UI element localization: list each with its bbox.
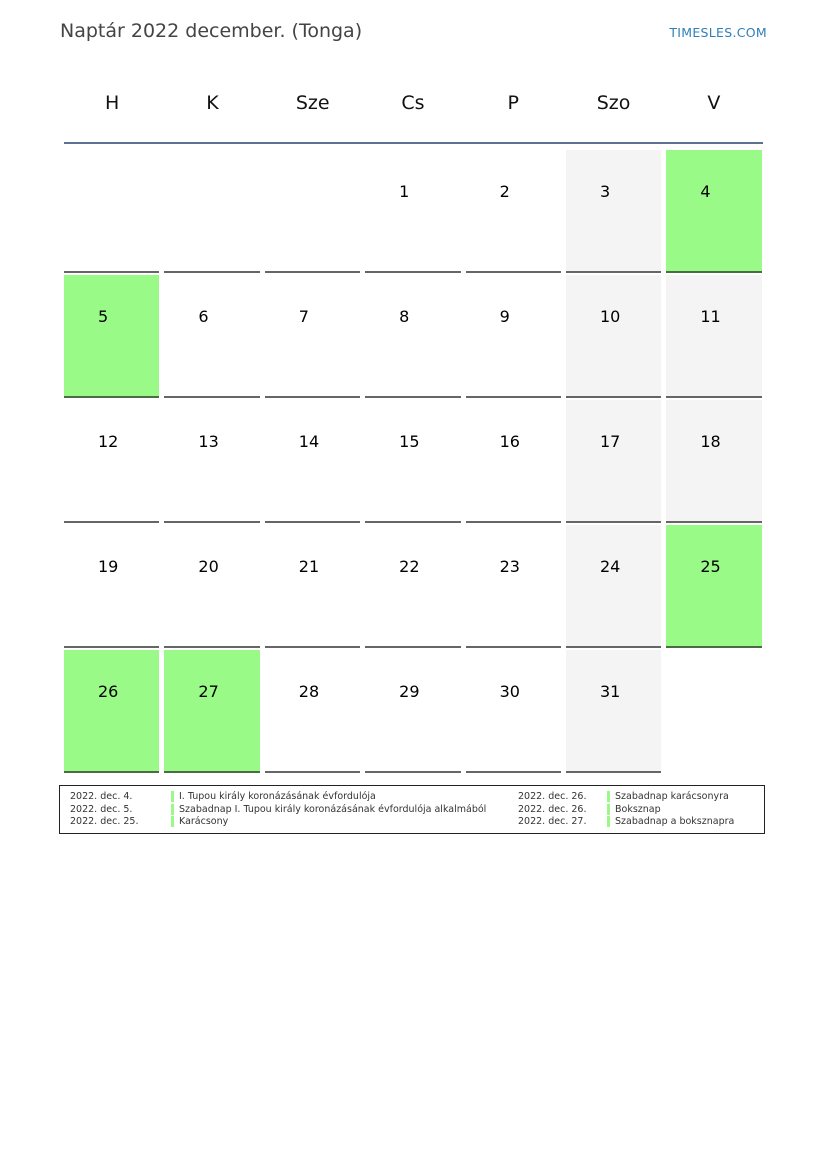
day-cell-background [64, 275, 159, 398]
day-cell [363, 648, 463, 773]
holiday-name: Boksznap [615, 803, 661, 815]
day-cell-background [64, 150, 159, 273]
day-cell [564, 398, 664, 523]
holiday-marker [607, 791, 610, 802]
day-cell [564, 523, 664, 648]
day-number: 9 [499, 307, 510, 326]
weekday-label: P [507, 92, 520, 114]
day-number: 25 [700, 557, 721, 576]
day-number: 19 [98, 557, 119, 576]
day-cell-background [64, 400, 159, 523]
day-number: 8 [399, 307, 410, 326]
day-cell-background [566, 275, 661, 398]
day-number: 22 [399, 557, 420, 576]
day-cell [363, 148, 463, 273]
holiday-legend [59, 785, 765, 834]
day-cell-background [365, 150, 460, 273]
weekday-label: H [104, 92, 120, 114]
holiday-date: 2022. dec. 26. [518, 791, 587, 802]
day-cell-background [164, 400, 259, 523]
day-number: 31 [599, 682, 621, 701]
day-cell-background [164, 650, 259, 773]
day-cell-background [365, 275, 460, 398]
day-cell-background [666, 150, 761, 273]
day-number: 23 [499, 557, 520, 576]
day-cell-background [164, 150, 259, 273]
day-cell-background [566, 525, 661, 648]
brand-link[interactable]: TIMESLES.COM [669, 25, 767, 40]
day-cell [664, 523, 764, 648]
day-number: 15 [399, 432, 420, 451]
holiday-name: Karácsony [179, 816, 229, 827]
day-cell [62, 523, 162, 648]
holiday-marker [607, 816, 610, 827]
day-cell [464, 398, 564, 523]
day-cell-underline [365, 771, 460, 773]
day-number: 14 [298, 432, 320, 451]
day-cell [62, 648, 162, 773]
day-cell-underline [265, 771, 360, 773]
day-number: 1 [399, 182, 410, 201]
day-cell [162, 398, 262, 523]
day-cell [162, 648, 262, 773]
day-cell-background [666, 275, 761, 398]
day-number: 17 [599, 432, 621, 451]
day-cell-underline [64, 771, 159, 773]
weekday-label: Cs [401, 92, 425, 114]
holiday-date: 2022. dec. 25. [70, 816, 139, 827]
day-cell-background [164, 275, 259, 398]
day-number: 30 [499, 682, 520, 701]
day-cell [263, 648, 363, 773]
holiday-date: 2022. dec. 4. [70, 791, 133, 802]
day-cell [363, 273, 463, 398]
day-number: 4 [700, 182, 711, 201]
day-cell-background [265, 525, 360, 648]
day-cell [564, 273, 664, 398]
day-cell [263, 273, 363, 398]
day-number: 6 [198, 307, 209, 326]
day-cell-background [164, 525, 259, 648]
day-cell [363, 398, 463, 523]
day-number: 11 [700, 307, 721, 326]
day-number: 12 [98, 432, 119, 451]
day-cell-background [566, 650, 661, 773]
weekday-label: V [707, 92, 721, 114]
day-cell [664, 273, 764, 398]
day-number: 26 [98, 682, 119, 701]
day-cell [464, 523, 564, 648]
day-cell-background [666, 525, 761, 648]
day-number: 20 [198, 557, 219, 576]
day-number: 18 [700, 432, 721, 451]
holiday-entry [60, 791, 764, 803]
day-cell [162, 523, 262, 648]
empty-day-cell [664, 648, 764, 773]
day-cell [564, 148, 664, 273]
day-cell-background [265, 650, 360, 773]
day-cell-background [566, 150, 661, 273]
empty-day-cell [162, 148, 262, 273]
day-cell-background [466, 150, 561, 273]
day-cell [564, 648, 664, 773]
day-cell [464, 148, 564, 273]
day-number: 27 [198, 682, 219, 701]
day-cell-background [566, 400, 661, 523]
header-divider [64, 142, 763, 144]
day-cell-background [265, 275, 360, 398]
holiday-name: I. Tupou király koronázásának évfordulója [179, 791, 376, 802]
day-number: 3 [599, 182, 611, 201]
day-number: 24 [599, 557, 621, 576]
page-title: Naptár 2022 december. (Tonga) [60, 20, 363, 42]
day-number: 28 [298, 682, 320, 701]
weekday-label: Szo [596, 92, 631, 114]
day-cell-background [265, 150, 360, 273]
day-cell [464, 273, 564, 398]
day-cell [263, 523, 363, 648]
calendar-grid [62, 148, 765, 773]
day-cell-underline [466, 771, 561, 773]
day-cell [464, 648, 564, 773]
holiday-entry [60, 816, 764, 828]
day-cell-background [365, 650, 460, 773]
day-number: 13 [198, 432, 219, 451]
day-cell-background [265, 400, 360, 523]
day-cell-background [365, 400, 460, 523]
day-cell [664, 148, 764, 273]
day-cell [162, 273, 262, 398]
day-cell-background [64, 650, 159, 773]
weekday-label: K [206, 92, 219, 114]
day-number: 2 [499, 182, 510, 201]
day-number: 10 [599, 307, 621, 326]
holiday-date: 2022. dec. 5. [70, 803, 133, 815]
day-cell-underline [164, 771, 259, 773]
weekday-header [62, 88, 764, 118]
empty-day-cell [263, 148, 363, 273]
day-number: 29 [399, 682, 420, 701]
day-number: 5 [98, 307, 109, 326]
day-cell [664, 398, 764, 523]
holiday-entry [60, 804, 764, 816]
day-cell-background [466, 525, 561, 648]
day-cell-background [666, 400, 761, 523]
holiday-name: Szabadnap karácsonyra [615, 791, 729, 802]
day-number: 16 [499, 432, 520, 451]
day-cell [62, 398, 162, 523]
holiday-date: 2022. dec. 27. [518, 816, 587, 827]
day-cell-underline [566, 771, 661, 773]
day-cell [62, 273, 162, 398]
day-cell-background [64, 525, 159, 648]
holiday-name: Szabadnap I. Tupou király koronázásának évfordulója alkalmából [179, 803, 487, 815]
empty-day-cell [62, 148, 162, 273]
day-cell-background [666, 650, 761, 773]
day-cell-background [466, 650, 561, 773]
day-cell [263, 398, 363, 523]
holiday-date: 2022. dec. 26. [518, 803, 587, 815]
holiday-name: Szabadnap a boksznapra [615, 816, 735, 827]
holiday-marker [607, 804, 610, 815]
day-cell-background [365, 525, 460, 648]
day-number: 7 [298, 307, 309, 326]
day-cell [363, 523, 463, 648]
day-cell-background [466, 400, 561, 523]
day-cell-background [466, 275, 561, 398]
day-number: 21 [298, 557, 320, 576]
weekday-label: Sze [295, 92, 330, 114]
